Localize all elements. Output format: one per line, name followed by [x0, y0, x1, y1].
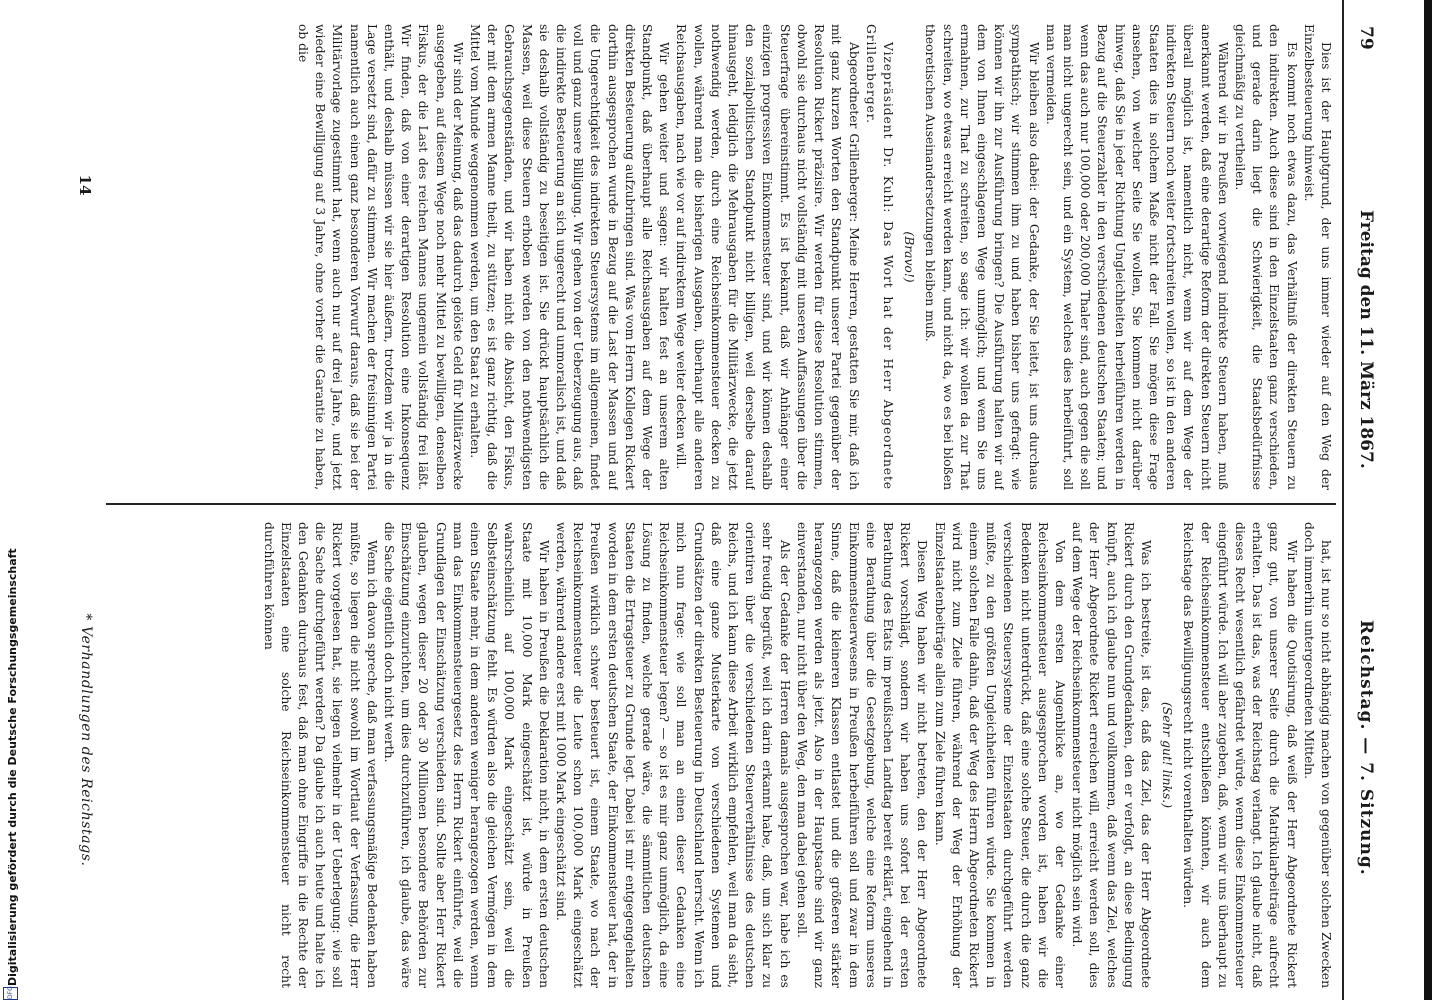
paragraph: Was ich bestreite, ist das, daß das Ziel, das der Herr Abgeordnete Rickert durch den Grundgedanken, den er verfolgt, an diese Bedingung knüpft, auch ich glaube nun und vollkommen, daß wenn das Ziel, welches der Herr Abgeordnete Rickert erreichen will, erreicht werden soll, dies auf dem Wege der Reichseinkommensteuer nicht möglich sein wird.: [1070, 522, 1153, 988]
footer-page-number: 14: [76, 174, 94, 196]
scan-edge: [1424, 0, 1432, 1000]
paragraph: Als der Gedanke der Herren damals ausgesprochen war, habe ich es sehr freudig begrüßt, weil ich darin erkannt habe, daß, um sich klar zu orientiren über die verschiedenen Steuerverhältnisse des deutschen Reichs, und ich kann diese Arbeit wirklich empfehlen, weil man da sieht, daß eine ganze Musterkarte von verschiedenen Systemen und Grundsätzen der direkten Besteuerung in Deutschland herrscht. Wenn ich mich nun frage: wie soll man an einen dieser Gedanken eine Reichseinkommensteuer legen? — so ist es mir ganz unmöglich, da eine Lösung zu finden, welche gerade wäre, die sämmtlichen deutschen Staaten die Ertragsteuer zu Grunde legt. Dabei ist mir entgegengehalten worden in dem ersten deutschen Staate, der Einkommensteuer hat, der in Preußen wirklich schwer besteuert ist, einem Staate, wo nach der Reichseinkommensteuer die Leute schon 100,000 Mark eingeschätzt werden, während andere erst mit 1000 Mark eingeschätzt sind.: [554, 522, 792, 988]
paragraph: Wenn ich davon spreche, daß man verfassungsmäßige Bedenken haben müßte, so liegen die nicht sowohl im Wortlaut der Verfassung, die Herr Rickert vorgelesen hat, sie liegen vielmehr in der Ueberlegung: wie soll die Sache durchgeführt werden? Da glaube ich auch heute und halte ich den Gedanken durchaus fest, daß man ohne Eingriffe in die Rechte der Einzelstaaten eine solche Reichseinkommensteuer nicht recht durchführen können: [261, 522, 379, 988]
dfg-logo-icon: DFG: [3, 987, 18, 1000]
footer-note: * Verhandlungen des Reichstags.: [78, 520, 94, 960]
header-date: Freitag den 11. März 1867.: [1356, 210, 1376, 469]
paragraph: Es kommt noch etwas dazu, das Verhältniß der direkten Steuern zu den indirekten. Auch diese sind in den Einzelstaaten ganz verschieden, und gerade darin liegt die Schwierigkeit, die Staatsbedürfnisse gleichmäßig zu vertheilen.: [1232, 24, 1299, 490]
speech-paragraph: Wir sind der Meinung, daß das dadurch gelöste Geld für Militärzwecke ausgegeben, auf diesem Wege noch mehr Mittel zu bewilligen, denselben Fiskus, der die Last des reichen Mannes ungemein vollständig frei läßt. Wir finden, daß von einer derartigen Resolution eine Inkonsequenz enthält, und deshalb müssen wir sie hier äußern, trotzdem wir ja in die Lage versetzt sind, dafür zu stimmen. Wir machen der freisinnigen Partei namentlich auch einen ganz besonderen Vorwurf daraus, daß sie bei der Militärvorlage zugestimmt hat, wenn auch nur auf drei Jahre, und jetzt wieder eine Bewilligung auf 3 Jahre, ohne vorher die Garantie zu haben, ob die: [296, 24, 465, 490]
column-divider: [106, 503, 1336, 505]
paragraph: Dies ist der Hauptgrund, der uns immer wieder auf den Weg der Einzelbesteuerung hinweist.: [1301, 24, 1333, 490]
header-page-number: 79: [1356, 26, 1376, 50]
interjection-note: (Sehr gut! links.): [1160, 701, 1175, 809]
watermark-text: Digitalisierung gefördert durch die Deutsche Forschungsgemeinschaft: [6, 548, 19, 986]
paragraph: Wir bleiben also dabei: der Gedanke, der Sie leitet, ist uns durchaus sympathisch; wir stimmen ihm zu und haben bisher uns gefragt: wie können wir ihn zur Ausführung bringen? Die Ausführung halten wir auf dem von Ihnen eingeschlagenen Wege unmöglich; und wenn Sie uns ermahnen, zur That zu schreiten, so sage ich: wir wollen da zur That schreiten, wo etwas erreicht werden kann, und nicht da, wo es bei bloßen theoretischen Auseinandersetzungen bleiben muß.: [923, 24, 1041, 490]
paragraph: hat, ist nur so nicht abhängig machen von gegenüber solchen Zwecken doch immerhin untergeordneten Mitteln.: [1301, 522, 1333, 988]
president-line: Vizepräsident Dr. Kuhl: Das Wort hat der Herr Abgeordnete Grillenberger.: [863, 24, 895, 490]
paragraph: Wir haben die Quotisirung, daß weiß der Herr Abgeordnete Rickert ganz gut, von unserer Seite durch die Matrikularbeiträge aufrecht erhalten. Das ist das, was der Reichstag verlangt. Ich glaube nicht, daß dieses Recht wesentlich gefährdet würde, wenn diese Einkommensteuer eingeführt würde. Ich will aber zugeben, daß, wenn wir uns überhaupt zu der Reichseinkommensteuer entschließen könnten, wir auch dem Reichstage das Bewilligungsrecht nicht vorenthalten würden.: [1181, 522, 1299, 988]
paragraph: Von dem ersten Augenblicke an, wo der Gedanke einer Reichseinkommensteuer ausgesprochen worden ist, haben wir die Bedenken nicht unterdrückt, daß eine solche Steuer, die durch die ganz verschiedenen Steuersysteme der Einzelstaaten durchgeführt werden müßte, zu den größten Ungleichheiten führen würde. Sie kommen in einem solchen Falle dahin, daß der Weg des Herrn Abgeordneten Rickert wird nicht zum Ziele führen, während der Weg der Erhöhung der Einzelstaatenbeiträge allein zum Ziele führen kann.: [932, 522, 1067, 988]
paragraph: Während wir in Preußen vorwiegend indirekte Steuern haben, muß anerkannt werden, daß eine derartige Reform der direkten Steuern nicht überall möglich ist, namentlich nicht, wenn wir auf dem Wege der indirekten Steuern noch weiter fortschreiten wollen, so ist in den anderen Staaten dies in solchem Maße nicht der Fall. Sie mögen diese Frage ansehen, von welcher Seite Sie wollen, Sie kommen nicht darüber hinweg, daß Sie in jeder Richtung Ungleichheiten herbeiführen werden in Bezug auf die Steuerzahler in den verschiedenen deutschen Staaten; und wenn das auch nur 100,000 oder 200,000 Thaler sind, auch gegen die soll man nicht ungerecht sein, und ein System, welches dies herbeiführt, soll man vermeiden.: [1043, 24, 1230, 490]
paragraph: Wir haben in Preußen die Deklaration nicht, in dem ersten deutschen Staate mit 10,000 Mark eingeschätzt ist, würde in Preußen wahrscheinlich auf 100,000 Mark eingeschätzt sein, weil die Selbsteinschätzung fehlt. Es würden also die gleichen Vermögen in dem einen Staate mehr, in dem anderen weniger herangezogen werden, wenn man das Einkommensteuergesetz des Herrn Rickert einführte, weil die Grundlagen der Einschätzung verschieden sind. Sollte aber Herr Rickert glauben, wegen dieser 20 oder 30 Millionen besondere Behörden zur Einschätzung einzurichten, um dies durchzuführen, ich glaube, das wäre die Sache eigentlich doch nicht werth.: [382, 522, 551, 988]
page-header: [1342, 0, 1384, 1000]
column-left: [114, 24, 1334, 490]
speech-paragraph: Wir gehen weiter und sagen: wir halten fest an unserem alten Standpunkt, daß überhaupt alle Reichsausgaben auf dem Wege der direkten Besteuerung aufzubringen sind. Was vom Herrn Kollegen Rickert dorthin ausgesprochen wurde in Bezug auf die Last der Massen und auf die Ungerechtigkeit des indirekten Steuersystems im allgemeinen, findet voll und ganz unsere Billigung. Wir gehen von der Ueberzeugung aus, daß die indirekte Besteuerung an sich ungerecht und unmoralisch ist, und daß sie deshalb vollständig zu beseitigen ist. Sie drückt hauptsächlich die Massen, weil diese Steuern erhoben werden von den nothwendigsten Gebrauchsgegenständen, und wir haben nicht die Absicht, den Fiskus, der mit dem armen Manne theilt, zu stützen; es ist ganz richtig, daß die Mittel vom Munde weggenommen werden, um den Staat zu erhalten.: [468, 24, 672, 490]
paragraph: Diesen Weg haben wir nicht betreten, den der Herr Abgeordnete Rickert vorschlägt, sondern wir haben uns sofort bei der ersten Berathung des Etats im preußischen Landtag bereit erklärt, eingehend in eine Berathung über die Gesetzgebung, welche eine Reform unseres Einkommensteuerwesens in Preußen herbeiführen soll und zwar in dem Sinne, daß die kleineren Klassen entlastet und die größeren stärker herangezogen werden als jetzt. Also in der Hauptsache sind wir ganz einverstanden, nur nicht über den Weg, den man dabei gehen soll.: [794, 522, 930, 988]
applause-note: (Bravo!): [902, 231, 917, 283]
column-right: [114, 522, 1334, 988]
header-title: Reichstag. — 7. Sitzung.: [1356, 620, 1376, 876]
speech-paragraph: Abgeordneter Grillenberger: Meine Herren, gestatten Sie mir, daß ich mit ganz kurzen Worten den Standpunkt unserer Partei gegenüber der Resolution Rickert präzisire. Wir werden für diese Resolution stimmen, obwohl sie durchaus nicht vollständig mit unseren Auffassungen über die Steuerfrage übereinstimmt. Es ist bekannt, daß wir Anhänger einer einzigen progressiven Einkommensteuer sind, und wir können deshalb den sozialpolitischen Standpunkt nicht billigen, weil derselbe darauf hinausgeht, lediglich die Mehrausgaben für die Militärzwecke, die jetzt nothwendig werden, durch eine Reichseinkommensteuer decken zu wollen, während man die bisherigen Ausgaben, überhaupt alle anderen Reichsausgaben, nach wie vor auf indirektem Wege weiter decken will.: [674, 24, 861, 490]
